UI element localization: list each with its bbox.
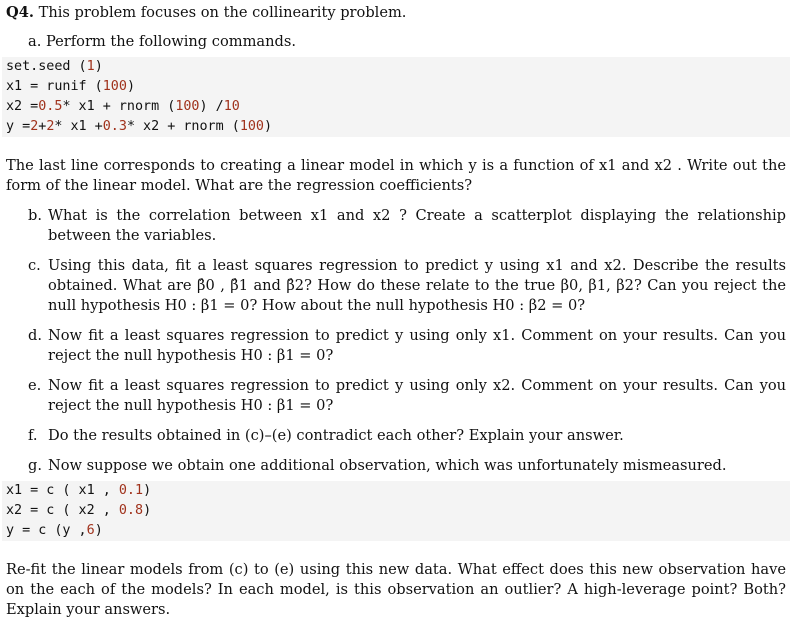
item-label: g. (28, 457, 42, 474)
paragraph-1: The last line corresponds to creating a linear model in which y is a function of x1 and x2 . Write out the form of the linear model. What are the regression coefficients? (6, 157, 786, 194)
code-block-2 (2, 481, 790, 541)
item-text: Now fit a least squares regression to predict y using only x2. Comment on your results. Can you reject the null hypothesis H0 : β1 = 0? (48, 377, 786, 414)
question-number: Q4. (6, 4, 34, 21)
code-line: y =2+2* x1 +0.3* x2 + rnorm (100) (6, 119, 273, 134)
code-line: x1 = c ( x1 , 0.1) (6, 483, 152, 498)
code-line: x2 =0.5* x1 + rnorm (100) /10 (6, 99, 240, 114)
part-b (28, 206, 786, 244)
item-label: e. (28, 377, 42, 394)
item-text: Now suppose we obtain one additional observation, which was unfortunately mismeasured. (48, 457, 727, 474)
part-a-text: Perform the following commands. (45, 33, 296, 50)
item-label: d. (28, 327, 42, 344)
code-block-1 (2, 57, 790, 137)
code-line: x1 = runif (100) (6, 79, 135, 94)
item-label: f. (28, 427, 38, 444)
part-g (28, 456, 786, 476)
part-a (28, 32, 296, 52)
item-text: Do the results obtained in (c)–(e) contradict each other? Explain your answer. (48, 427, 624, 444)
code-line: set.seed (1) (6, 59, 103, 74)
item-label: c. (28, 257, 41, 274)
part-d (28, 326, 786, 364)
paragraph-2: Re-fit the linear models from (c) to (e) using this new data. What effect does this new observation have on the each of the models? In each model, is this observation an outlier? A high-leverage point? Both? Explain your answers. (6, 561, 786, 618)
part-e (28, 376, 786, 414)
part-f (28, 426, 786, 446)
item-label: b. (28, 207, 42, 224)
code-line: y = c (y ,6) (6, 523, 103, 538)
item-text: Using this data, fit a least squares regression to predict y using x1 and x2. Describe the results obtained. What are β̂0 , β̂1 and β̂2? How do these relate to the true β0, β1, β2? Can you reject the null hypothesis H0 : β1 = 0? How about the null hypothesis H0 : β2 = 0? (48, 257, 786, 314)
item-text: Now fit a least squares regression to predict y using only x1. Comment on your results. Can you reject the null hypothesis H0 : β1 = 0? (48, 327, 786, 364)
part-a-label: a. (28, 33, 42, 50)
part-c (28, 256, 786, 314)
item-text: What is the correlation between x1 and x2 ? Create a scatterplot displaying the relationship between the variables. (48, 207, 786, 244)
code-line: x2 = c ( x2 , 0.8) (6, 503, 152, 518)
question-text: This problem focuses on the collinearity problem. (38, 4, 407, 21)
question-title (6, 3, 406, 23)
